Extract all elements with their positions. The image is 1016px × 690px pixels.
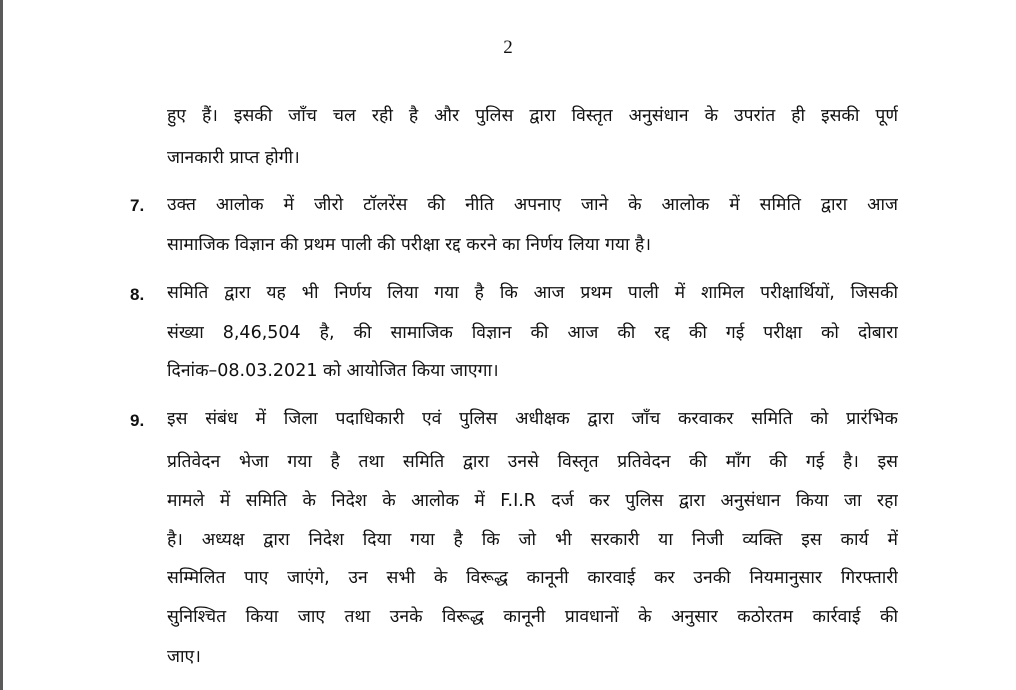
- page-number: 2: [503, 37, 513, 58]
- paragraph-7-number: 7.: [130, 196, 145, 215]
- paragraph-9-line-1: इस संबंध में जिला पदाधिकारी एवं पुलिस अधीक्षक द्वारा जाँच करवाकर समिति को प्रारंभिक: [167, 409, 898, 429]
- intro-line-2: जानकारी प्राप्त होगी।: [167, 148, 300, 168]
- paragraph-9-number: 9.: [130, 411, 145, 430]
- paragraph-9-line-2: प्रतिवेदन भेजा गया है तथा समिति द्वारा उनसे विस्तृत प्रतिवेदन की माँग की गई है। इस: [167, 452, 898, 472]
- paragraph-8-line-3: दिनांक–08.03.2021 को आयोजित किया जाएगा।: [167, 361, 499, 381]
- paragraph-7-line-1: उक्त आलोक में जीरो टॉलरेंस की नीति अपनाए जाने के आलोक में समिति द्वारा आज: [167, 195, 898, 215]
- paragraph-9-line-4: है। अध्यक्ष द्वारा निदेश दिया गया है कि जो भी सरकारी या निजी व्यक्ति इस कार्य में: [167, 530, 898, 550]
- paragraph-9-line-7: जाए।: [167, 647, 201, 667]
- paragraph-8-number: 8.: [130, 285, 145, 304]
- paragraph-9-line-6: सुनिश्चित किया जाए तथा उनके विरूद्ध कानूनी प्रावधानों के अनुसार कठोरतम कार्रवाई की: [167, 607, 898, 627]
- intro-line-1: हुए हैं। इसकी जाँच चल रही है और पुलिस द्वारा विस्तृत अनुसंधान के उपरांत ही इसकी पूर्ण: [167, 106, 898, 126]
- paragraph-9-line-3: मामले में समिति के निदेश के आलोक में F.I.R दर्ज कर पुलिस द्वारा अनुसंधान किया जा रहा: [167, 491, 898, 511]
- paragraph-8-line-1: समिति द्वारा यह भी निर्णय लिया गया है कि आज प्रथम पाली में शामिल परीक्षार्थियों, जिसकी: [167, 283, 898, 303]
- paragraph-8-line-2: संख्या 8,46,504 है, की सामाजिक विज्ञान की आज की रद्द की गई परीक्षा को दोबारा: [167, 323, 898, 343]
- page-left-edge: [0, 0, 3, 690]
- paragraph-7-line-2: सामाजिक विज्ञान की प्रथम पाली की परीक्षा रद्द करने का निर्णय लिया गया है।: [167, 235, 651, 255]
- paragraph-9-line-5: सम्मिलित पाए जाएंगे, उन सभी के विरूद्ध कानूनी कारवाई कर उनकी नियमानुसार गिरफ्तारी: [167, 568, 898, 588]
